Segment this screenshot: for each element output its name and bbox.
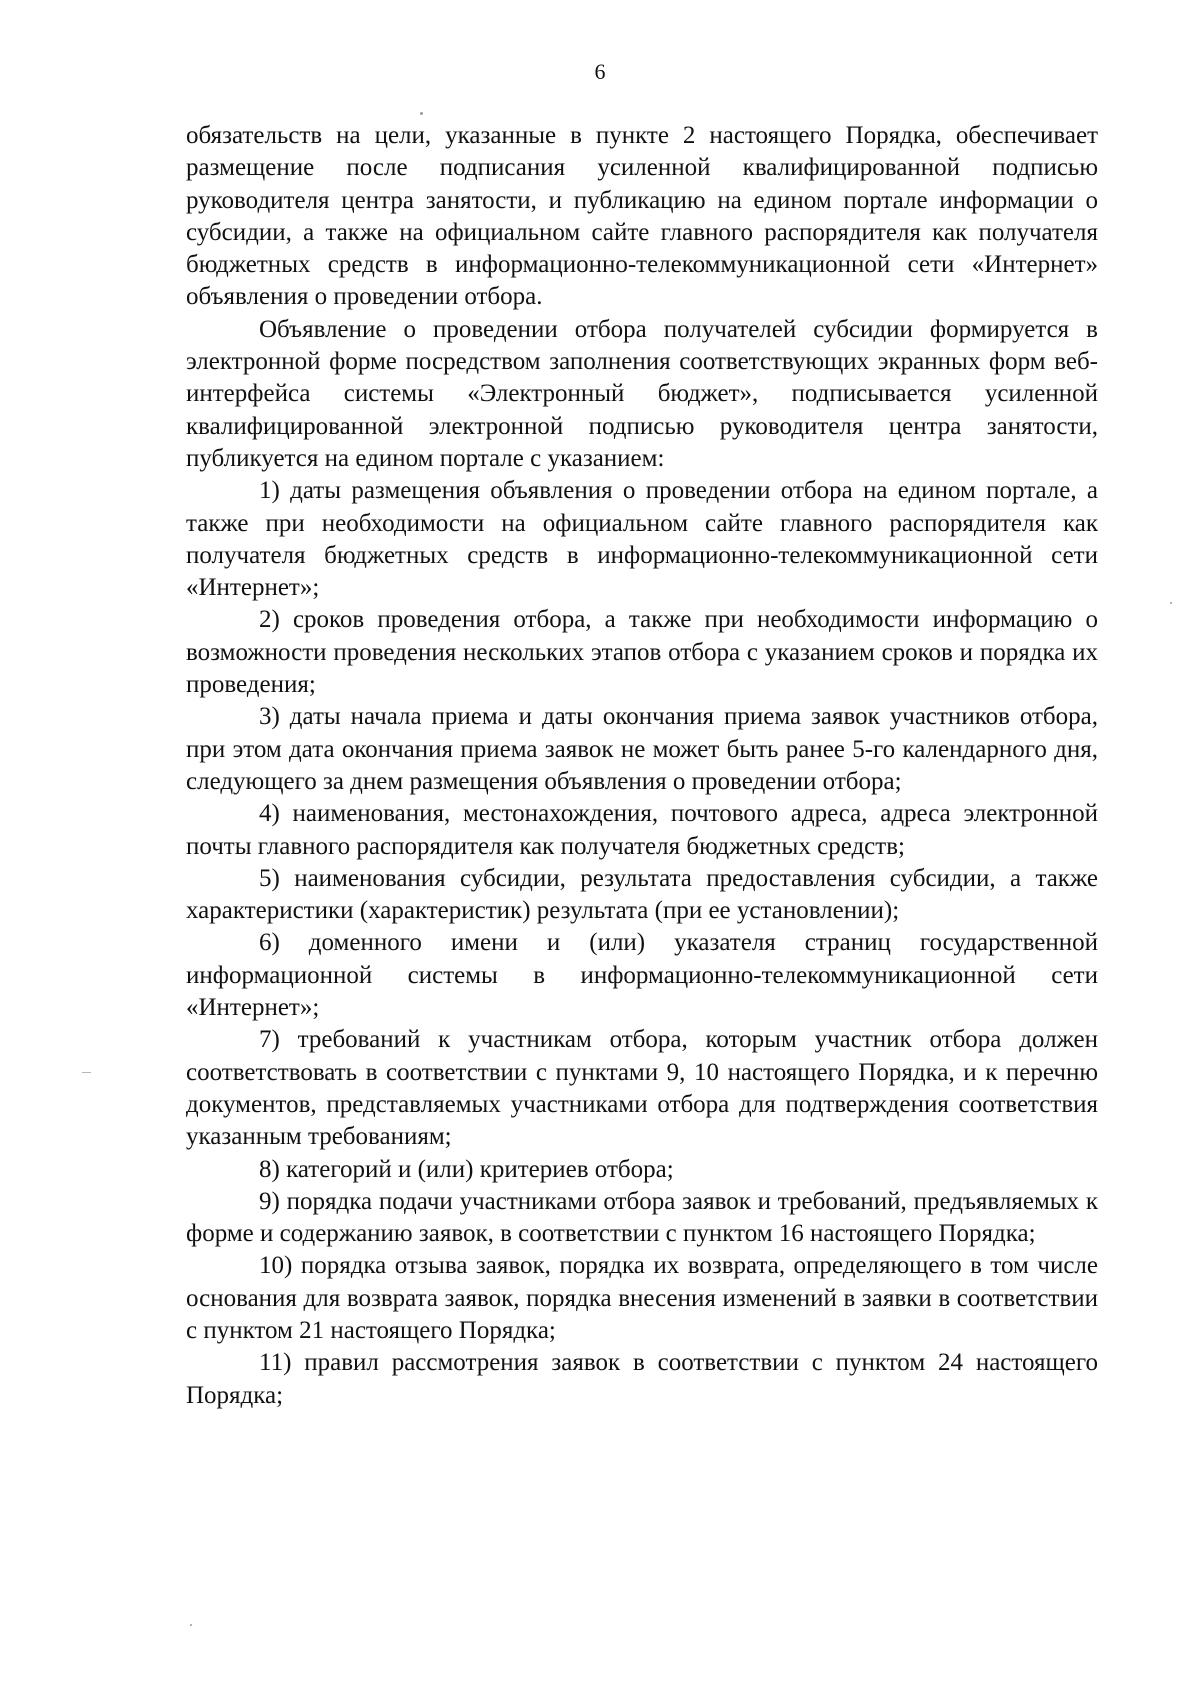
paragraph-announcement: Объявление о проведении отбора получателей субсидии формируется в электронной форме посредством заполнения соответствующих экранных форм веб-интерфейса системы «Электронный бюджет», подписывается усиленной квалифицированной электронной подписью руководителя центра занятости, публикуется на едином портале с указанием: xyxy=(186,315,1098,472)
list-item-6: 6) доменного имени и (или) указателя страниц государственной информационной системы в информационно-телекоммуникационной сети «Интернет»; xyxy=(186,929,1098,1022)
paragraph-continuation: обязательств на цели, указанные в пункте 2 настоящего Порядка, обеспечивает размещение после подписания усиленной квалифицированной подписью руководителя центра занятости, и публикацию на едином портале информации о субсидии, а также на официальном сайте главного распорядителя как получателя бюджетных средств в информационно-телекоммуникационной сети «Интернет» объявления о проведении отбора. xyxy=(186,122,1098,311)
list-item-8: 8) категорий и (или) критериев отбора; xyxy=(259,1155,674,1183)
list-item-7: 7) требований к участникам отбора, которым участник отбора должен соответствовать в соответствии с пунктами 9, 10 настоящего Порядка, и к перечню документов, представляемых участниками отбора для подтверждения соответствия указанным требованиям; xyxy=(186,1026,1098,1151)
scan-artifact-dot xyxy=(190,1624,192,1626)
list-item-2: 2) сроков проведения отбора, а также при необходимости информацию о возможности проведения нескольких этапов отбора с указанием сроков и порядка их проведения; xyxy=(186,606,1098,699)
scan-artifact-dot xyxy=(1170,602,1172,604)
list-item-5: 5) наименования субсидии, результата предоставления субсидии, а также характеристики (характеристик) результата (при ее установлении); xyxy=(186,864,1098,925)
list-item-4: 4) наименования, местонахождения, почтового адреса, адреса электронной почты главного распорядителя как получателя бюджетных средств; xyxy=(186,800,1098,860)
list-item-3: 3) даты начала приема и даты окончания приема заявок участников отбора, при этом дата окончания приема заявок не может быть ранее 5-го календарного дня, следующего за днем размещения объявления о проведении отбора; xyxy=(186,703,1098,795)
list-item-11: 11) правил рассмотрения заявок в соответствии с пунктом 24 настоящего Порядка; xyxy=(186,1349,1098,1409)
page-number: 6 xyxy=(594,59,606,84)
document-body xyxy=(186,120,1098,1412)
list-item-10: 10) порядка отзыва заявок, порядка их возврата, определяющего в том числе основания для возврата заявок, порядка внесения изменений в заявки в соответствии с пунктом 21 настоящего Порядка; xyxy=(186,1252,1098,1344)
list-item-1: 1) даты размещения объявления о проведении отбора на едином портале, а также при необходимости на официальном сайте главного распорядителя как получателя бюджетных средств в информационно-телекоммуникационной сети «Интернет»; xyxy=(186,477,1098,602)
list-item-9: 9) порядка подачи участниками отбора заявок и требований, предъявляемых к форме и содержанию заявок, в соответствии с пунктом 16 настоящего Порядка; xyxy=(186,1187,1098,1248)
scan-artifact-dot xyxy=(420,112,423,115)
scan-artifact-mark xyxy=(82,1072,91,1073)
